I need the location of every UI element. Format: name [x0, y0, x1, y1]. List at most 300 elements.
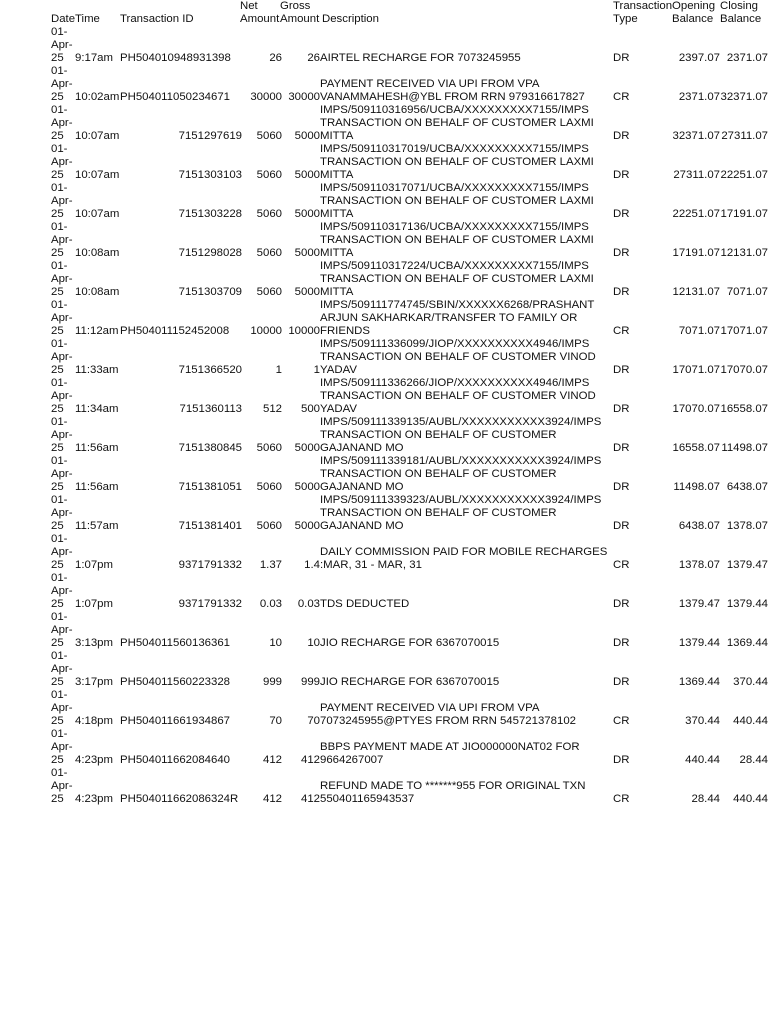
net-amount-cell: 5060 [256, 520, 282, 532]
transaction-id-cell: PH504011560136361 [120, 637, 231, 649]
date-cell [51, 143, 75, 182]
description-line: TRANSACTION ON BEHALF OF CUSTOMER LAXMI [320, 117, 594, 129]
date-part: 01- [51, 143, 68, 155]
table-row [0, 65, 768, 104]
table-row [0, 611, 768, 650]
table-row [0, 533, 768, 572]
description-cell [320, 702, 612, 728]
date-part: 01- [51, 26, 68, 38]
date-cell [51, 572, 75, 611]
description-line: GAJANAND MO [320, 442, 404, 454]
date-part: 01- [51, 767, 68, 779]
closing-balance-cell: 7071.07 [726, 286, 768, 298]
time-cell: 11:33am [75, 364, 119, 376]
date-part: Apr- [51, 234, 73, 246]
time-cell: 10:07am [75, 208, 120, 220]
date-part: Apr- [51, 273, 73, 285]
description-line: JIO RECHARGE FOR 6367070015 [320, 637, 500, 649]
date-part: Apr- [51, 351, 73, 363]
date-cell [51, 650, 75, 689]
date-part: Apr- [51, 585, 73, 597]
transaction-type-cell: CR [613, 559, 630, 571]
closing-balance-cell: 1379.44 [726, 598, 768, 610]
closing-balance-cell: 1378.07 [726, 520, 768, 532]
description-line: IMPS/509111339181/AUBL/XXXXXXXXXXX3924/IMPS [320, 455, 602, 467]
date-part: Apr- [51, 663, 73, 675]
net-amount-cell: 5060 [256, 481, 282, 493]
table-row [0, 377, 768, 416]
closing-balance-cell: 32371.07 [720, 91, 768, 103]
table-row [0, 728, 768, 767]
closing-balance-cell: 22251.07 [720, 169, 768, 181]
description-cell [320, 598, 612, 611]
table-row [0, 572, 768, 611]
header-opening-balance [672, 0, 715, 26]
description-line: TRANSACTION ON BEHALF OF CUSTOMER LAXMI [320, 234, 594, 246]
transaction-type-cell: DR [613, 208, 630, 220]
time-cell: 3:17pm [75, 676, 113, 688]
gross-amount-cell: 10000 [288, 325, 320, 337]
closing-balance-cell: 12131.07 [720, 247, 768, 259]
net-amount-cell: 5060 [256, 208, 282, 220]
description-cell [320, 546, 612, 572]
header-net-line1: Net [240, 0, 258, 12]
opening-balance-cell: 1369.44 [678, 676, 720, 688]
description-line: IMPS/509111774745/SBIN/XXXXXX6268/PRASHANT [320, 299, 595, 311]
gross-amount-cell: 70 [307, 715, 320, 727]
gross-amount-cell: 412 [300, 793, 320, 805]
date-cell [51, 338, 75, 377]
description-line: TRANSACTION ON BEHALF OF CUSTOMER LAXMI [320, 156, 594, 168]
opening-balance-cell: 27311.07 [673, 169, 720, 181]
opening-balance-cell: 32371.07 [672, 130, 720, 142]
gross-amount-cell: 0.03 [297, 598, 320, 610]
description-line: IMPS/509111336266/JIOP/XXXXXXXXXX4946/IMPS [320, 377, 590, 389]
date-part: 25 [51, 91, 64, 103]
opening-balance-cell: 16558.07 [672, 442, 720, 454]
description-line: TRANSACTION ON BEHALF OF CUSTOMER LAXMI [320, 195, 594, 207]
description-cell [320, 299, 612, 338]
transaction-id-cell: 7151303228 [178, 208, 242, 220]
table-row [0, 26, 768, 65]
description-cell [320, 143, 612, 182]
transaction-type-cell: CR [613, 91, 630, 103]
net-amount-cell: 1 [275, 364, 282, 376]
opening-balance-cell: 17071.07 [672, 364, 720, 376]
date-part: 25 [51, 793, 64, 805]
opening-balance-cell: 1379.44 [678, 637, 720, 649]
date-cell [51, 182, 75, 221]
gross-amount-cell: 5000 [294, 247, 320, 259]
header-gross-amount [280, 0, 322, 26]
date-part: 01- [51, 650, 68, 662]
date-part: Apr- [51, 468, 73, 480]
date-part: 01- [51, 182, 68, 194]
date-part: 25 [51, 208, 64, 220]
date-part: Apr- [51, 741, 73, 753]
date-part: 01- [51, 455, 68, 467]
opening-balance-cell: 22251.07 [672, 208, 720, 220]
opening-balance-cell: 1378.07 [678, 559, 720, 571]
net-amount-cell: 412 [262, 793, 282, 805]
transaction-id-cell: 7151303709 [178, 286, 242, 298]
transaction-type-cell: DR [613, 247, 630, 259]
time-cell: 11:56am [75, 481, 119, 493]
net-amount-cell: 5060 [256, 286, 282, 298]
opening-balance-cell: 370.44 [685, 715, 720, 727]
date-cell [51, 455, 75, 494]
description-cell [320, 416, 612, 455]
date-part: Apr- [51, 117, 73, 129]
transaction-id-cell: 7151366520 [178, 364, 242, 376]
date-part: 25 [51, 715, 64, 727]
transaction-type-cell: DR [613, 169, 630, 181]
transaction-id-cell: 7151381051 [178, 481, 242, 493]
time-cell: 11:57am [75, 520, 119, 532]
transaction-type-cell: DR [613, 598, 630, 610]
date-part: Apr- [51, 429, 73, 441]
date-part: 01- [51, 338, 68, 350]
gross-amount-cell: 5000 [294, 169, 320, 181]
transaction-id-cell: 7151298028 [178, 247, 242, 259]
closing-balance-cell: 1369.44 [726, 637, 768, 649]
description-line: IMPS/509110316956/UCBA/XXXXXXXXX7155/IMPS [320, 104, 589, 116]
net-amount-cell: 5060 [256, 442, 282, 454]
table-row [0, 104, 768, 143]
transaction-type-cell: CR [613, 715, 630, 727]
net-amount-cell: 0.03 [259, 598, 282, 610]
date-part: 01- [51, 494, 68, 506]
date-cell [51, 689, 75, 728]
description-line: TRANSACTION ON BEHALF OF CUSTOMER LAXMI [320, 273, 594, 285]
net-amount-cell: 30000 [250, 91, 282, 103]
net-amount-cell: 512 [262, 403, 282, 415]
header-time: Time [75, 13, 100, 25]
table-row [0, 416, 768, 455]
transaction-type-cell: CR [613, 325, 630, 337]
date-cell [51, 728, 75, 767]
description-line: BBPS PAYMENT MADE AT JIO000000NAT02 FOR [320, 741, 580, 753]
opening-balance-cell: 28.44 [691, 793, 720, 805]
date-cell [51, 416, 75, 455]
time-cell: 4:23pm [75, 754, 113, 766]
transaction-type-cell: DR [613, 637, 630, 649]
description-line: IMPS/509110317136/UCBA/XXXXXXXXX7155/IMPS [320, 221, 589, 233]
time-cell: 1:07pm [75, 559, 113, 571]
description-cell [320, 637, 612, 650]
date-part: Apr- [51, 39, 73, 51]
description-cell [320, 182, 612, 221]
header-open-line1: Opening [672, 0, 716, 12]
time-cell: 10:08am [75, 247, 120, 259]
time-cell: 4:18pm [75, 715, 113, 727]
date-part: 25 [51, 403, 64, 415]
date-part: 25 [51, 559, 64, 571]
description-line: MITTA [320, 247, 354, 259]
description-cell [320, 676, 612, 689]
date-cell [51, 26, 75, 65]
date-part: Apr- [51, 702, 73, 714]
description-line: :MAR, 31 - MAR, 31 [320, 559, 422, 571]
closing-balance-cell: 17071.07 [720, 325, 768, 337]
header-type-line1: Transaction [613, 0, 673, 12]
transaction-type-cell: DR [613, 520, 630, 532]
date-part: 25 [51, 442, 64, 454]
description-line: TRANSACTION ON BEHALF OF CUSTOMER VINOD [320, 351, 596, 363]
description-cell [320, 104, 612, 143]
opening-balance-cell: 2397.07 [678, 52, 720, 64]
net-amount-cell: 999 [262, 676, 282, 688]
gross-amount-cell: 5000 [294, 286, 320, 298]
net-amount-cell: 5060 [256, 169, 282, 181]
date-part: 25 [51, 130, 64, 142]
transaction-id-cell: PH504011661934867 [120, 715, 231, 727]
time-cell: 11:56am [75, 442, 119, 454]
description-cell [320, 455, 612, 494]
date-cell [51, 533, 75, 572]
description-line: TDS DEDUCTED [320, 598, 410, 610]
time-cell: 10:08am [75, 286, 120, 298]
date-part: Apr- [51, 78, 73, 90]
date-part: 01- [51, 65, 68, 77]
date-part: 25 [51, 637, 64, 649]
closing-balance-cell: 17070.07 [720, 364, 768, 376]
date-cell [51, 299, 75, 338]
description-line: PAYMENT RECEIVED VIA UPI FROM VPA [320, 78, 540, 90]
transaction-type-cell: DR [613, 403, 630, 415]
date-cell [51, 377, 75, 416]
transaction-type-cell: DR [613, 286, 630, 298]
table-row [0, 260, 768, 299]
description-line: YADAV [320, 403, 357, 415]
description-cell [320, 494, 612, 533]
description-line: VANAMMAHESH@YBL FROM RRN 979316617827 [320, 91, 585, 103]
opening-balance-cell: 11498.07 [673, 481, 720, 493]
date-part: 25 [51, 247, 64, 259]
time-cell: 3:13pm [75, 637, 113, 649]
description-line: 7073245955@PTYES FROM RRN 545721378102 [320, 715, 576, 727]
transaction-id-cell: 7151360113 [179, 403, 242, 415]
description-line: IMPS/509110317071/UCBA/XXXXXXXXX7155/IMPS [320, 182, 589, 194]
header-close-line1: Closing [720, 0, 758, 12]
transaction-id-cell: 7151297619 [178, 130, 242, 142]
gross-amount-cell: 1 [313, 364, 320, 376]
closing-balance-cell: 27311.07 [721, 130, 768, 142]
closing-balance-cell: 17191.07 [720, 208, 768, 220]
date-part: Apr- [51, 156, 73, 168]
header-net-amount [240, 0, 280, 26]
transaction-type-cell: DR [613, 754, 630, 766]
description-cell [320, 338, 612, 377]
date-part: Apr- [51, 780, 73, 792]
description-cell [320, 741, 612, 767]
description-cell [320, 260, 612, 299]
description-line: MITTA [320, 286, 354, 298]
transaction-type-cell: DR [613, 676, 630, 688]
gross-amount-cell: 26 [307, 52, 320, 64]
date-part: 01- [51, 533, 68, 545]
date-part: 01- [51, 104, 68, 116]
header-open-line2: Balance [672, 13, 714, 25]
description-line: GAJANAND MO [320, 481, 404, 493]
header-close-line2: Balance [720, 13, 762, 25]
time-cell: 1:07pm [75, 598, 113, 610]
table-row [0, 455, 768, 494]
date-part: Apr- [51, 312, 73, 324]
gross-amount-cell: 10 [307, 637, 320, 649]
closing-balance-cell: 370.44 [733, 676, 768, 688]
description-line: IMPS/509110317224/UCBA/XXXXXXXXX7155/IMPS [320, 260, 589, 272]
description-cell [320, 78, 612, 104]
table-row [0, 143, 768, 182]
date-part: 01- [51, 299, 68, 311]
header-gross-line1: Gross [280, 0, 311, 12]
table-row [0, 182, 768, 221]
description-line: ARJUN SAKHARKAR/TRANSFER TO FAMILY OR [320, 312, 578, 324]
transaction-type-cell: DR [613, 442, 630, 454]
date-cell [51, 494, 75, 533]
gross-amount-cell: 999 [300, 676, 320, 688]
transaction-id-cell: 9371791332 [178, 559, 242, 571]
description-cell [320, 780, 612, 806]
time-cell: 11:34am [75, 403, 119, 415]
gross-amount-cell: 5000 [294, 442, 320, 454]
transaction-type-cell: DR [613, 364, 630, 376]
transaction-id-cell: PH504011050234671 [120, 91, 231, 103]
transaction-type-cell: CR [613, 793, 630, 805]
description-line: REFUND MADE TO *******955 FOR ORIGINAL TXN [320, 780, 586, 792]
header-date: Date [51, 13, 76, 25]
date-part: 25 [51, 364, 64, 376]
time-cell: 10:07am [75, 169, 120, 181]
transaction-id-cell: PH504011662084640 [120, 754, 231, 766]
transaction-id-cell: PH504011662086324R [120, 793, 239, 805]
description-line: MITTA [320, 169, 354, 181]
description-line: TRANSACTION ON BEHALF OF CUSTOMER [320, 468, 557, 480]
date-part: 25 [51, 598, 64, 610]
date-part: 01- [51, 416, 68, 428]
date-cell [51, 104, 75, 143]
transaction-id-cell: 7151303103 [178, 169, 242, 181]
opening-balance-cell: 17070.07 [672, 403, 720, 415]
date-cell [51, 611, 75, 650]
description-line: IMPS/509111339323/AUBL/XXXXXXXXXXX3924/IMPS [320, 494, 602, 506]
opening-balance-cell: 2371.07 [678, 91, 720, 103]
time-cell: 4:23pm [75, 793, 113, 805]
date-cell [51, 767, 75, 806]
date-part: 01- [51, 260, 68, 272]
transaction-id-cell: PH504010948931398 [120, 52, 231, 64]
date-part: 01- [51, 728, 68, 740]
description-line: DAILY COMMISSION PAID FOR MOBILE RECHARGES [320, 546, 608, 558]
opening-balance-cell: 1379.47 [678, 598, 720, 610]
net-amount-cell: 5060 [256, 130, 282, 142]
table-row [0, 299, 768, 338]
table-row [0, 689, 768, 728]
gross-amount-cell: 412 [300, 754, 320, 766]
date-part: Apr- [51, 624, 73, 636]
date-part: 25 [51, 481, 64, 493]
description-line: JIO RECHARGE FOR 6367070015 [320, 676, 500, 688]
closing-balance-cell: 1379.47 [726, 559, 768, 571]
net-amount-cell: 412 [262, 754, 282, 766]
header-transaction-id: Transaction ID [120, 13, 194, 25]
transaction-type-cell: DR [613, 481, 630, 493]
description-line: 550401165943537 [320, 793, 415, 805]
gross-amount-cell: 1.4 [304, 559, 320, 571]
date-part: 01- [51, 572, 68, 584]
time-cell: 9:17am [75, 52, 113, 64]
date-cell [51, 260, 75, 299]
date-part: 25 [51, 325, 64, 337]
date-part: 25 [51, 169, 64, 181]
time-cell: 10:02am [75, 91, 120, 103]
closing-balance-cell: 440.44 [733, 793, 768, 805]
date-part: 25 [51, 754, 64, 766]
opening-balance-cell: 440.44 [685, 754, 720, 766]
date-part: Apr- [51, 546, 73, 558]
transaction-id-cell: 7151380845 [178, 442, 242, 454]
header-gross-line2: Amount [280, 13, 320, 25]
closing-balance-cell: 11498.07 [721, 442, 768, 454]
description-line: TRANSACTION ON BEHALF OF CUSTOMER [320, 507, 557, 519]
description-line: TRANSACTION ON BEHALF OF CUSTOMER VINOD [320, 390, 596, 402]
description-line: GAJANAND MO [320, 520, 404, 532]
closing-balance-cell: 6438.07 [726, 481, 768, 493]
description-cell [320, 221, 612, 260]
date-part: 25 [51, 286, 64, 298]
date-cell [51, 221, 75, 260]
header-closing-balance [720, 0, 761, 26]
date-cell [51, 65, 75, 104]
date-part: 01- [51, 611, 68, 623]
date-part: 25 [51, 52, 64, 64]
net-amount-cell: 26 [269, 52, 282, 64]
transaction-type-cell: DR [613, 52, 630, 64]
net-amount-cell: 10000 [250, 325, 282, 337]
net-amount-cell: 5060 [256, 247, 282, 259]
table-row [0, 650, 768, 689]
date-part: Apr- [51, 390, 73, 402]
header-net-line2: Amount [240, 13, 280, 25]
date-part: 25 [51, 520, 64, 532]
net-amount-cell: 10 [269, 637, 282, 649]
opening-balance-cell: 12131.07 [672, 286, 720, 298]
date-part: Apr- [51, 507, 73, 519]
transaction-id-cell: 9371791332 [178, 598, 242, 610]
description-line: MITTA [320, 208, 354, 220]
description-line: PAYMENT RECEIVED VIA UPI FROM VPA [320, 702, 540, 714]
closing-balance-cell: 16558.07 [720, 403, 768, 415]
gross-amount-cell: 5000 [294, 130, 320, 142]
opening-balance-cell: 7071.07 [678, 325, 720, 337]
header-transaction-type [613, 0, 672, 26]
header-description: Description [322, 13, 379, 25]
date-part: 01- [51, 221, 68, 233]
table-row [0, 221, 768, 260]
opening-balance-cell: 6438.07 [678, 520, 720, 532]
net-amount-cell: 70 [269, 715, 282, 727]
description-cell [320, 52, 612, 65]
description-line: AIRTEL RECHARGE FOR 7073245955 [320, 52, 521, 64]
net-amount-cell: 1.37 [259, 559, 282, 571]
gross-amount-cell: 500 [300, 403, 320, 415]
closing-balance-cell: 28.44 [739, 754, 768, 766]
time-cell: 10:07am [75, 130, 120, 142]
description-line: IMPS/509111336099/JIOP/XXXXXXXXXX4946/IMPS [320, 338, 590, 350]
date-part: 01- [51, 377, 68, 389]
description-line: IMPS/509111339135/AUBL/XXXXXXXXXXX3924/IMPS [320, 416, 602, 428]
